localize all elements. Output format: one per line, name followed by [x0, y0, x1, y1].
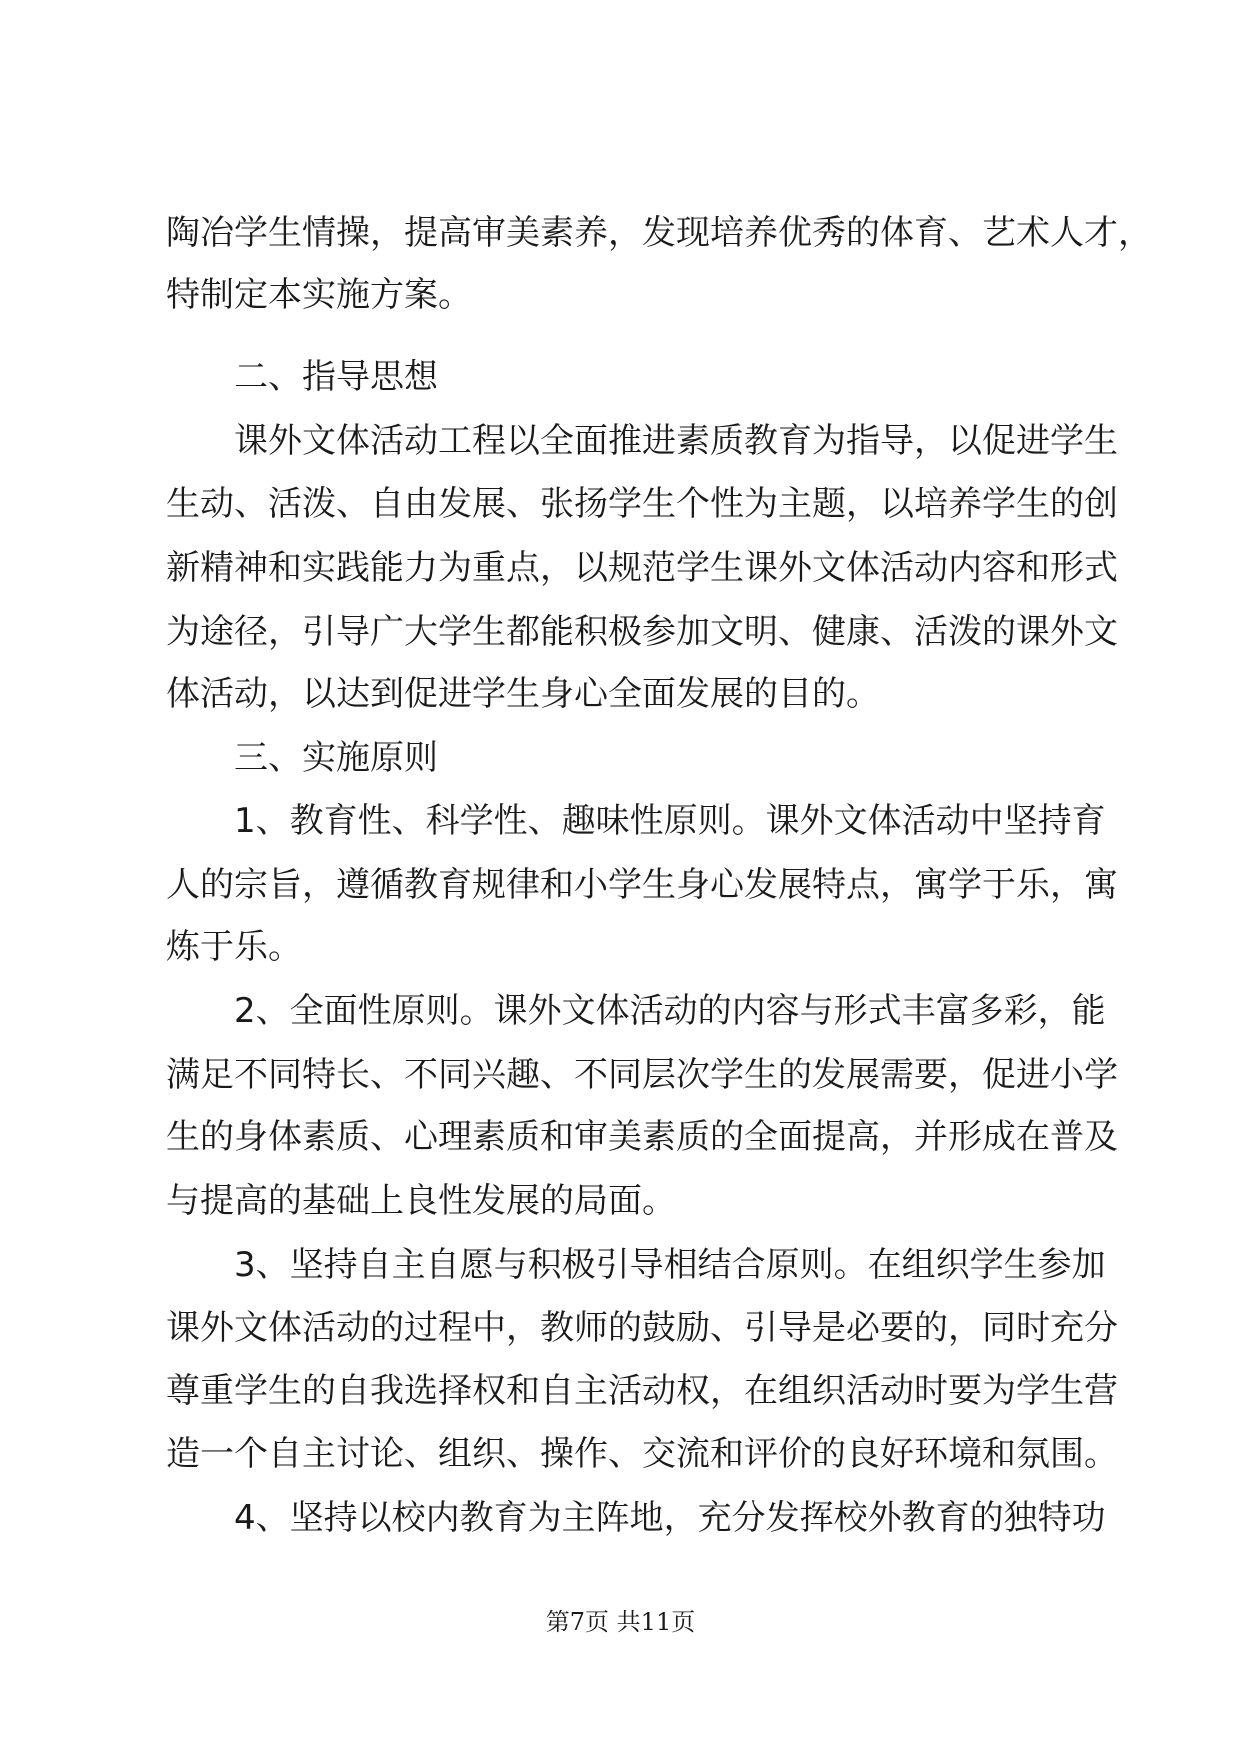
text-line: 4、坚持以校内教育为主阵地，充分发挥校外教育的独特功 — [234, 1498, 1106, 1538]
text-line: 课外文体活动的过程中，教师的鼓励、引导是必要的，同时充分 — [166, 1308, 1118, 1348]
text-line: 人的宗旨，遵循教育规律和小学生身心发展特点，寓学于乐，寓 — [166, 865, 1118, 905]
text-line: 为途径，引导广大学生都能积极参加文明、健康、活泼的课外文 — [166, 612, 1118, 652]
text-line: 满足不同特长、不同兴趣、不同层次学生的发展需要，促进小学 — [166, 1055, 1118, 1095]
text-line: 课外文体活动工程以全面推进素质教育为指导，以促进学生 — [234, 421, 1118, 461]
text-line: 2、全面性原则。课外文体活动的内容与形式丰富多彩，能 — [234, 991, 1106, 1031]
text-line: 生的身体素质、心理素质和审美素质的全面提高，并形成在普及 — [166, 1117, 1118, 1157]
section-heading: 二、指导思想 — [234, 357, 438, 397]
page-footer: 第7页 共11页 — [545, 1608, 696, 1636]
text-line: 3、坚持自主自愿与积极引导相结合原则。在组织学生参加 — [234, 1245, 1106, 1285]
text-line: 1、教育性、科学性、趣味性原则。课外文体活动中坚持育 — [234, 801, 1106, 841]
text-line: 生动、活泼、自由发展、张扬学生个性为主题，以培养学生的创 — [166, 484, 1118, 524]
text-line: 造一个自主讨论、组织、操作、交流和评价的良好环境和氛围。 — [166, 1434, 1118, 1474]
text-line: 陶冶学生情操，提高审美素养，发现培养优秀的体育、艺术人才， — [166, 213, 1152, 253]
text-line: 新精神和实践能力为重点，以规范学生课外文体活动内容和形式 — [166, 548, 1118, 588]
text-line: 尊重学生的自我选择权和自主活动权，在组织活动时要为学生营 — [166, 1371, 1118, 1411]
text-line: 与提高的基础上良性发展的局面。 — [166, 1181, 676, 1221]
section-heading: 三、实施原则 — [234, 738, 438, 778]
text-line: 体活动，以达到促进学生身心全面发展的目的。 — [166, 674, 880, 714]
text-line: 炼于乐。 — [166, 927, 302, 967]
text-line: 特制定本实施方案。 — [166, 275, 472, 315]
